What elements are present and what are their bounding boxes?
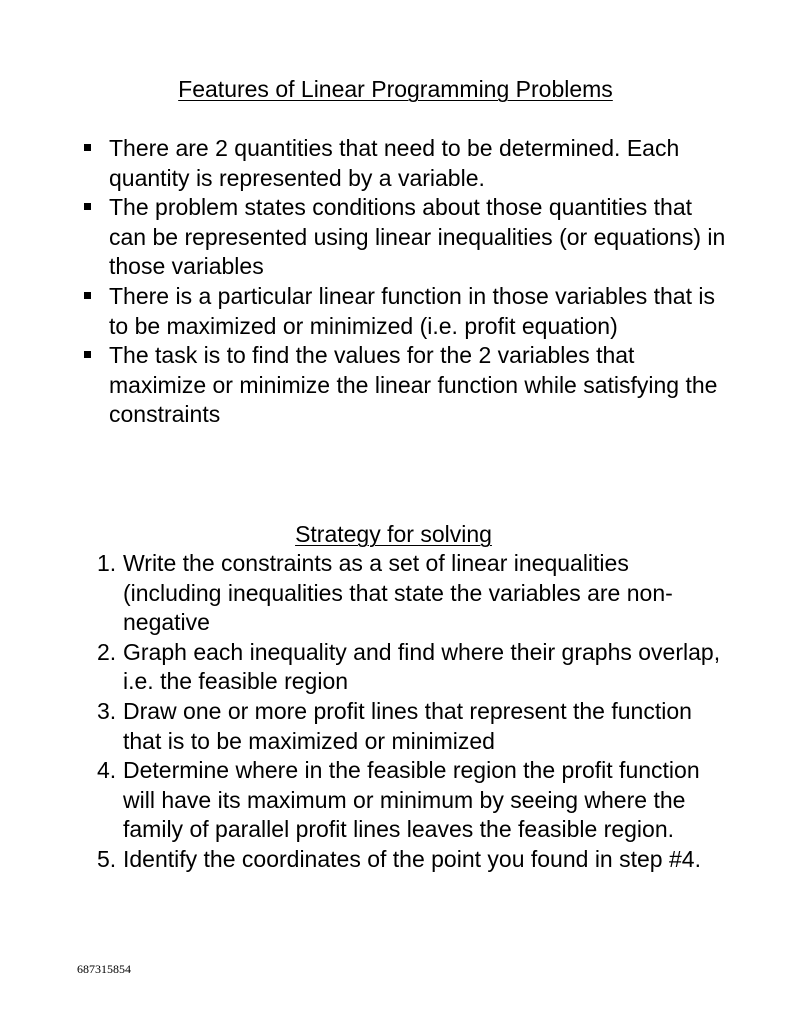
strategy-steps-list (0, 549, 791, 875)
features-list (0, 134, 791, 430)
step-text: Graph each inequality and find where their graphs overlap, i.e. the feasible region (123, 638, 721, 695)
square-bullet-icon (84, 351, 91, 358)
list-item (0, 134, 791, 193)
square-bullet-icon (84, 292, 91, 299)
step-text: Draw one or more profit lines that represent the function that is to be maximized or minimized (123, 697, 692, 754)
step-item (0, 756, 791, 845)
list-item (0, 341, 791, 430)
step-text: Determine where in the feasible region the profit function will have its maximum or minimum by seeing where the family of parallel profit lines leaves the feasible region. (123, 757, 700, 843)
list-item-text: There are 2 quantities that need to be determined. Each quantity is represented by a variable. (109, 135, 680, 191)
document-id-footer: 687315854 (77, 962, 131, 976)
list-item (0, 282, 791, 341)
step-number: 1. (97, 550, 117, 576)
step-number: 2. (97, 638, 117, 665)
step-item (0, 638, 791, 697)
list-item-text: The problem states conditions about those quantities that can be represented using linear inequalities (or equations) in those variables (109, 194, 726, 280)
step-item (0, 697, 791, 756)
list-item-text: The task is to find the values for the 2 variables that maximize or minimize the linear function while satisfying the constraints (109, 342, 718, 428)
step-item (0, 549, 791, 638)
square-bullet-icon (84, 203, 91, 210)
list-item-text: There is a particular linear function in those variables that is to be maximized or minimized (i.e. profit equation) (109, 282, 715, 339)
section-title-features: Features of Linear Programming Problems (178, 76, 613, 102)
step-item (0, 845, 791, 875)
section-title-strategy: Strategy for solving (295, 521, 492, 547)
step-text: Write the constraints as a set of linear inequalities (including inequalities that state the variables are non-negative (123, 550, 673, 636)
step-number: 3. (97, 697, 117, 724)
list-item (0, 193, 791, 282)
step-number: 4. (97, 757, 117, 784)
step-number: 5. (97, 845, 117, 872)
step-text: Identify the coordinates of the point you found in step #4. (123, 845, 701, 872)
square-bullet-icon (84, 144, 91, 151)
